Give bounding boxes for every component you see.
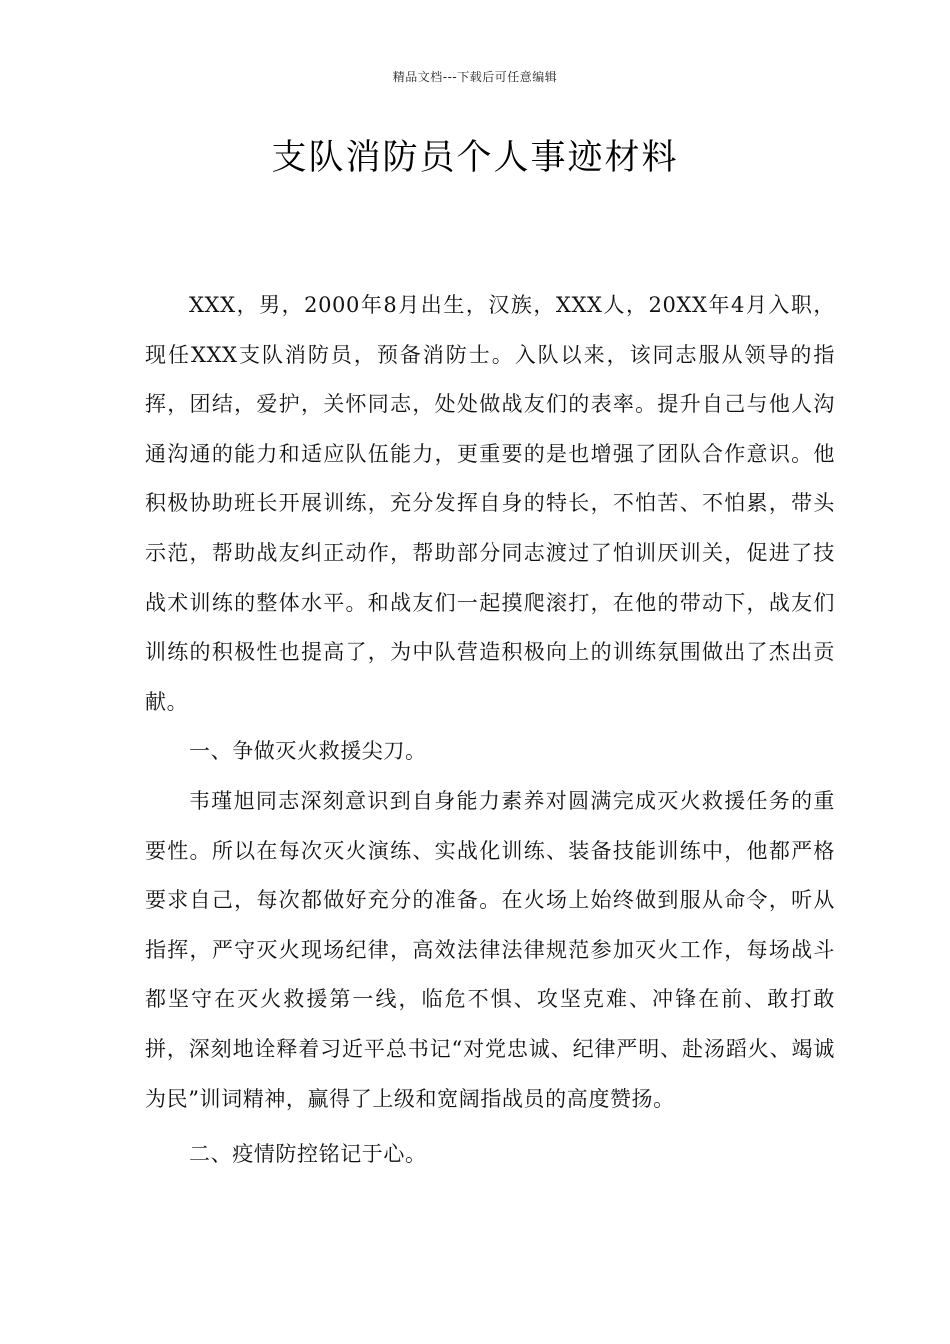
page-header-note: 精品文档---下载后可任意编辑 — [392, 70, 558, 84]
section-1-paragraph: 韦瑾旭同志深刻意识到自身能力素养对圆满完成灭火救援任务的重要性。所以在每次灭火演练、实战化训练、装备技能训练中，他都严格要求自己，每次都做好充分的准备。在火场上始终做到服从命令，听从指挥，严守灭火现场纪律，高效法律法律规范参加灭火工作，每场战斗都坚守在灭火救援第一线，临危不惧、攻坚克难、冲锋在前、敢打敢拼，深刻地诠释着习近平总书记“对党忠诚、纪律严明、赴汤蹈火、竭诚为民”训词精神，赢得了上级和宽阔指战员的高度赞扬。 — [145, 788, 835, 1111]
document-title: 支队消防员个人事迹材料 — [271, 138, 679, 178]
section-2-heading: 二、疫情防控铭记于心。 — [189, 1142, 427, 1167]
section-1-heading: 一、争做灭火救援尖刀。 — [189, 739, 427, 764]
document-body — [145, 281, 835, 1180]
intro-paragraph: XXX，男，2000年8月出生，汉族，XXX人，20XX年4月入职，现任XXX支队消防员，预备消防士。入队以来，该同志服从领导的指挥，团结，爱护，关怀同志，处处做战友们的表率。提升自己与他人沟通沟通的能力和适应队伍能力，更重要的是也增强了团队合作意识。他积极协助班长开展训练，充分发挥自身的特长，不怕苦、不怕累，带头示范，帮助战友纠正动作，帮助部分同志渡过了怕训厌训关，促进了技战术训练的整体水平。和战友们一起摸爬滚打，在他的带动下，战友们训练的积极性也提高了，为中队营造积极向上的训练氛围做出了杰出贡献。 — [145, 293, 835, 714]
